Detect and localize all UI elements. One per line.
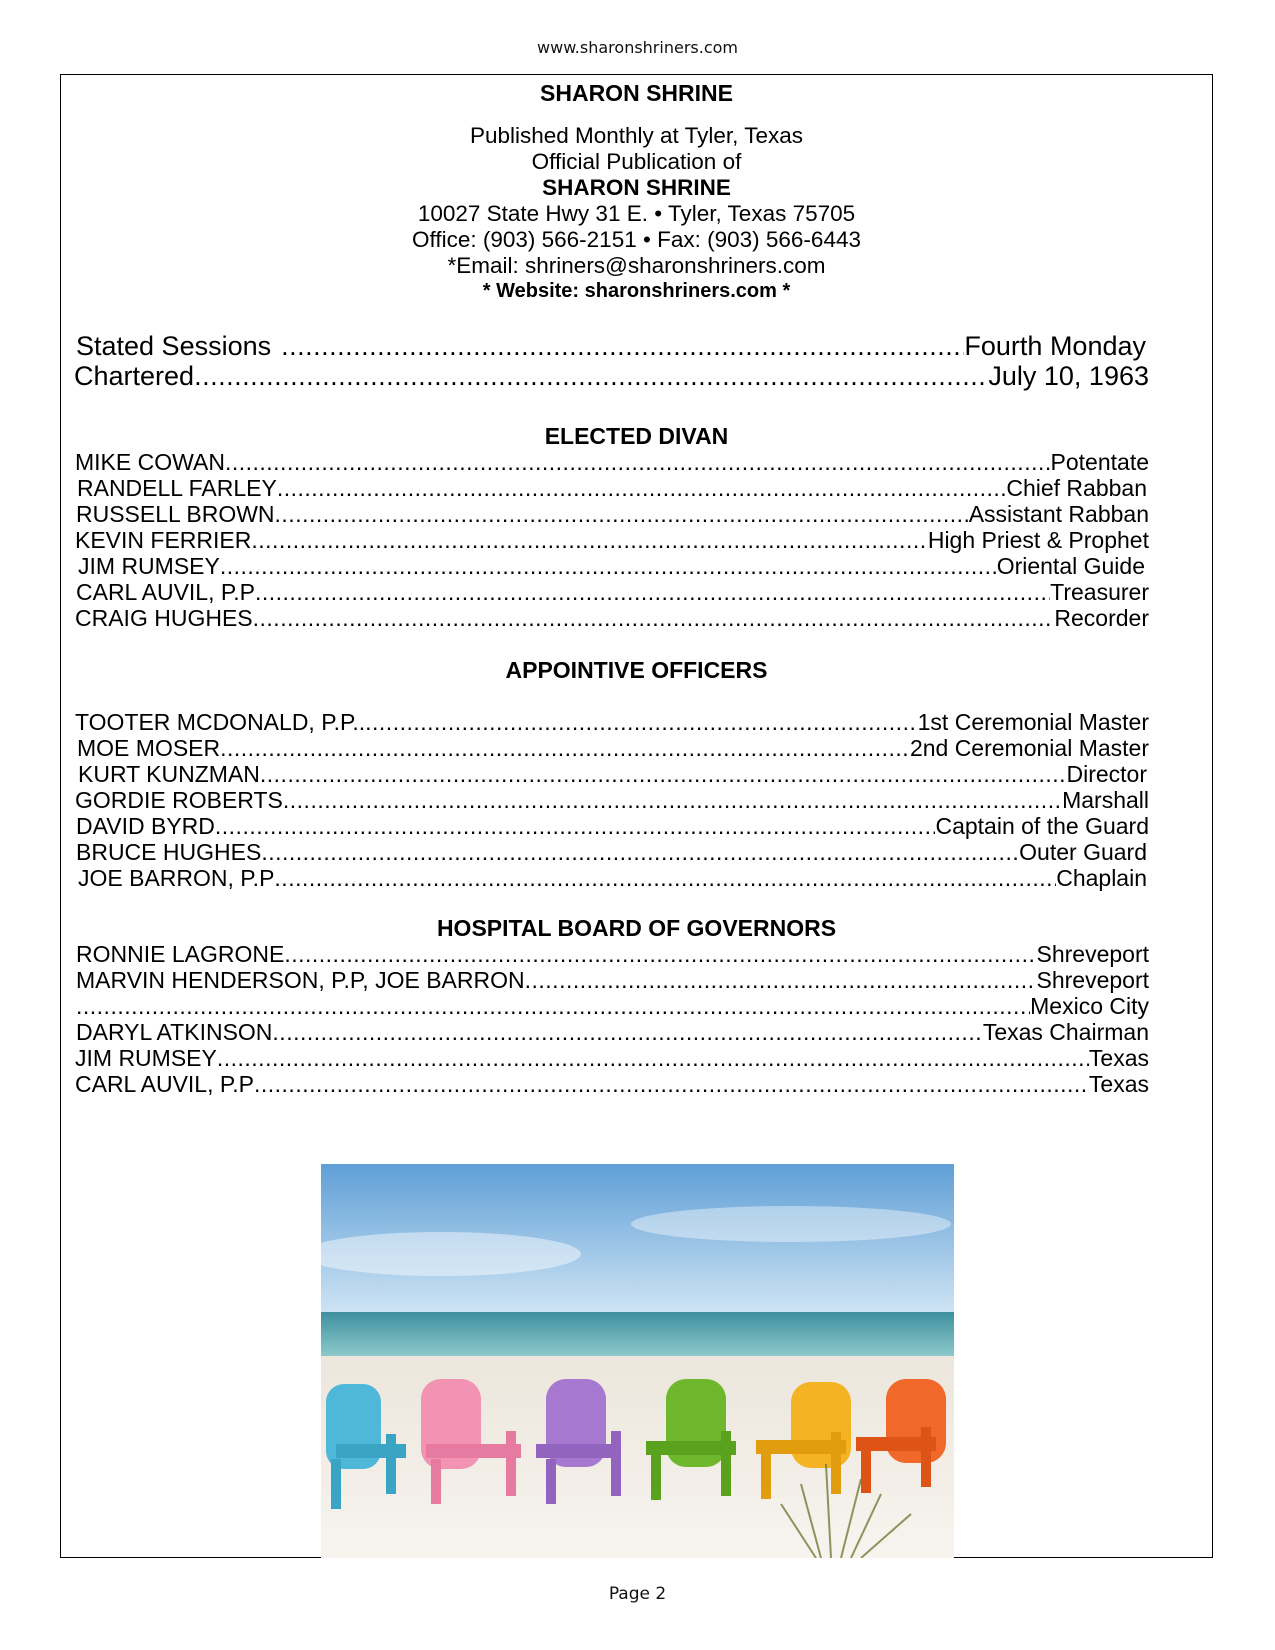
info-row-stated-sessions (76, 331, 1146, 362)
officer-role: Marshall (1062, 787, 1149, 813)
officer-role: Captain of the Guard (935, 813, 1149, 839)
governor-name: DARYL ATKINSON (76, 1019, 273, 1045)
governor-location: Shreveport (1036, 941, 1149, 967)
dot-leader (284, 941, 1036, 968)
officer-row (76, 813, 1149, 840)
officer-name: MIKE COWAN (75, 449, 225, 475)
officer-row (75, 449, 1149, 476)
governor-location: Texas (1088, 1045, 1149, 1071)
dot-leader (525, 967, 1037, 994)
dot-leader (220, 553, 997, 580)
governor-location: Shreveport (1036, 967, 1149, 993)
dot-leader (272, 1019, 982, 1046)
officer-row (75, 527, 1149, 554)
officer-role: Potentate (1050, 449, 1149, 475)
governor-name: RONNIE LAGRONE (76, 941, 285, 967)
governor-name: CARL AUVIL, P.P (75, 1071, 254, 1097)
officer-name: DAVID BYRD (76, 813, 215, 839)
officer-row (75, 787, 1149, 814)
section-title-elected-divan: ELECTED DIVAN (544, 423, 729, 449)
dot-leader (365, 709, 918, 736)
official-publication-line: Official Publication of (531, 149, 742, 174)
dot-leader (281, 331, 964, 362)
site-url: www.sharonshriners.com (537, 38, 738, 57)
officer-name: CRAIG HUGHES (75, 605, 253, 631)
governor-name: MARVIN HENDERSON, P.P, JOE BARRON (76, 967, 525, 993)
officer-role: High Priest & Prophet (927, 527, 1149, 553)
page-number: Page 2 (608, 1584, 667, 1604)
officer-row (76, 839, 1147, 866)
section-title-hospital-board: HOSPITAL BOARD OF GOVERNORS (436, 915, 837, 941)
officer-name: JOE BARRON, P.P (78, 865, 275, 891)
officer-role: Director (1066, 761, 1147, 787)
newsletter-frame (60, 74, 1213, 1558)
officer-name: RUSSELL BROWN (76, 501, 275, 527)
dot-leader (277, 475, 1007, 502)
dot-leader (220, 735, 910, 762)
officer-name: BRUCE HUGHES (76, 839, 262, 865)
website-line: * Website: sharonshriners.com * (482, 280, 791, 302)
masthead-title: SHARON SHRINE (540, 80, 733, 106)
info-value: July 10, 1963 (988, 361, 1149, 391)
officer-name: GORDIE ROBERTS (75, 787, 283, 813)
dot-leader (260, 761, 1067, 788)
officer-role: 2nd Ceremonial Master (909, 735, 1149, 761)
dot-leader (225, 449, 1051, 476)
dot-leader (194, 361, 988, 392)
phone-line: Office: (903) 566-2151 • Fax: (903) 566-6443 (412, 227, 861, 252)
published-line: Published Monthly at Tyler, Texas (469, 123, 804, 148)
officer-role: Chief Rabban (1006, 475, 1147, 501)
dot-leader (253, 605, 1055, 632)
officer-role: 1st Ceremonial Master (917, 709, 1149, 735)
dot-leader (255, 579, 1050, 606)
dot-leader (275, 501, 969, 528)
officer-row (78, 553, 1145, 580)
dot-leader (261, 839, 1019, 866)
governor-row (76, 967, 1149, 994)
dot-leader (254, 1071, 1089, 1098)
governor-location: Mexico City (1030, 993, 1149, 1019)
officer-row (75, 709, 1149, 736)
officer-role: Oriental Guide (996, 553, 1145, 579)
officer-role: Chaplain (1056, 865, 1147, 891)
governor-location: Texas Chairman (982, 1019, 1149, 1045)
officer-name: KURT KUNZMAN (78, 761, 260, 787)
officer-name: MOE MOSER (77, 735, 221, 761)
officer-name: CARL AUVIL, P.P (76, 579, 255, 605)
officer-row (78, 761, 1147, 788)
officer-name: TOOTER MCDONALD, P.P.. (75, 709, 366, 735)
governor-location: Texas (1088, 1071, 1149, 1097)
officer-name: RANDELL FARLEY (77, 475, 277, 501)
dot-leader (274, 865, 1056, 892)
governor-row (75, 1071, 1149, 1098)
officer-row (77, 475, 1147, 502)
email-line: *Email: shriners@sharonshriners.com (447, 253, 826, 278)
dot-leader (217, 1045, 1089, 1072)
section-title-appointive-officers: APPOINTIVE OFFICERS (505, 657, 768, 683)
dot-leader (76, 993, 1030, 1020)
officer-row (76, 579, 1149, 606)
officer-name: KEVIN FERRIER (75, 527, 252, 553)
info-value: Fourth Monday (964, 331, 1146, 361)
beach-chairs-photo (321, 1164, 954, 1558)
info-row-chartered (74, 361, 1149, 392)
officer-row (77, 735, 1149, 762)
officer-row (78, 865, 1147, 892)
officer-row (75, 605, 1149, 632)
governor-name: JIM RUMSEY (75, 1045, 217, 1071)
dot-leader (283, 787, 1062, 814)
org-name: SHARON SHRINE (542, 175, 731, 200)
officer-name: JIM RUMSEY (78, 553, 220, 579)
officer-row (76, 501, 1149, 528)
officer-role: Recorder (1054, 605, 1149, 631)
officer-role: Assistant Rabban (968, 501, 1149, 527)
officer-role: Treasurer (1050, 579, 1149, 605)
governor-row (76, 941, 1149, 968)
governor-row (76, 1019, 1149, 1046)
info-label: Stated Sessions (76, 331, 272, 361)
governor-row (76, 993, 1149, 1020)
dot-leader (251, 527, 927, 554)
officer-role: Outer Guard (1019, 839, 1147, 865)
dot-leader (215, 813, 936, 840)
governor-row (75, 1045, 1149, 1072)
address-line: 10027 State Hwy 31 E. • Tyler, Texas 75705 (417, 201, 856, 226)
info-label: Chartered (74, 361, 195, 391)
